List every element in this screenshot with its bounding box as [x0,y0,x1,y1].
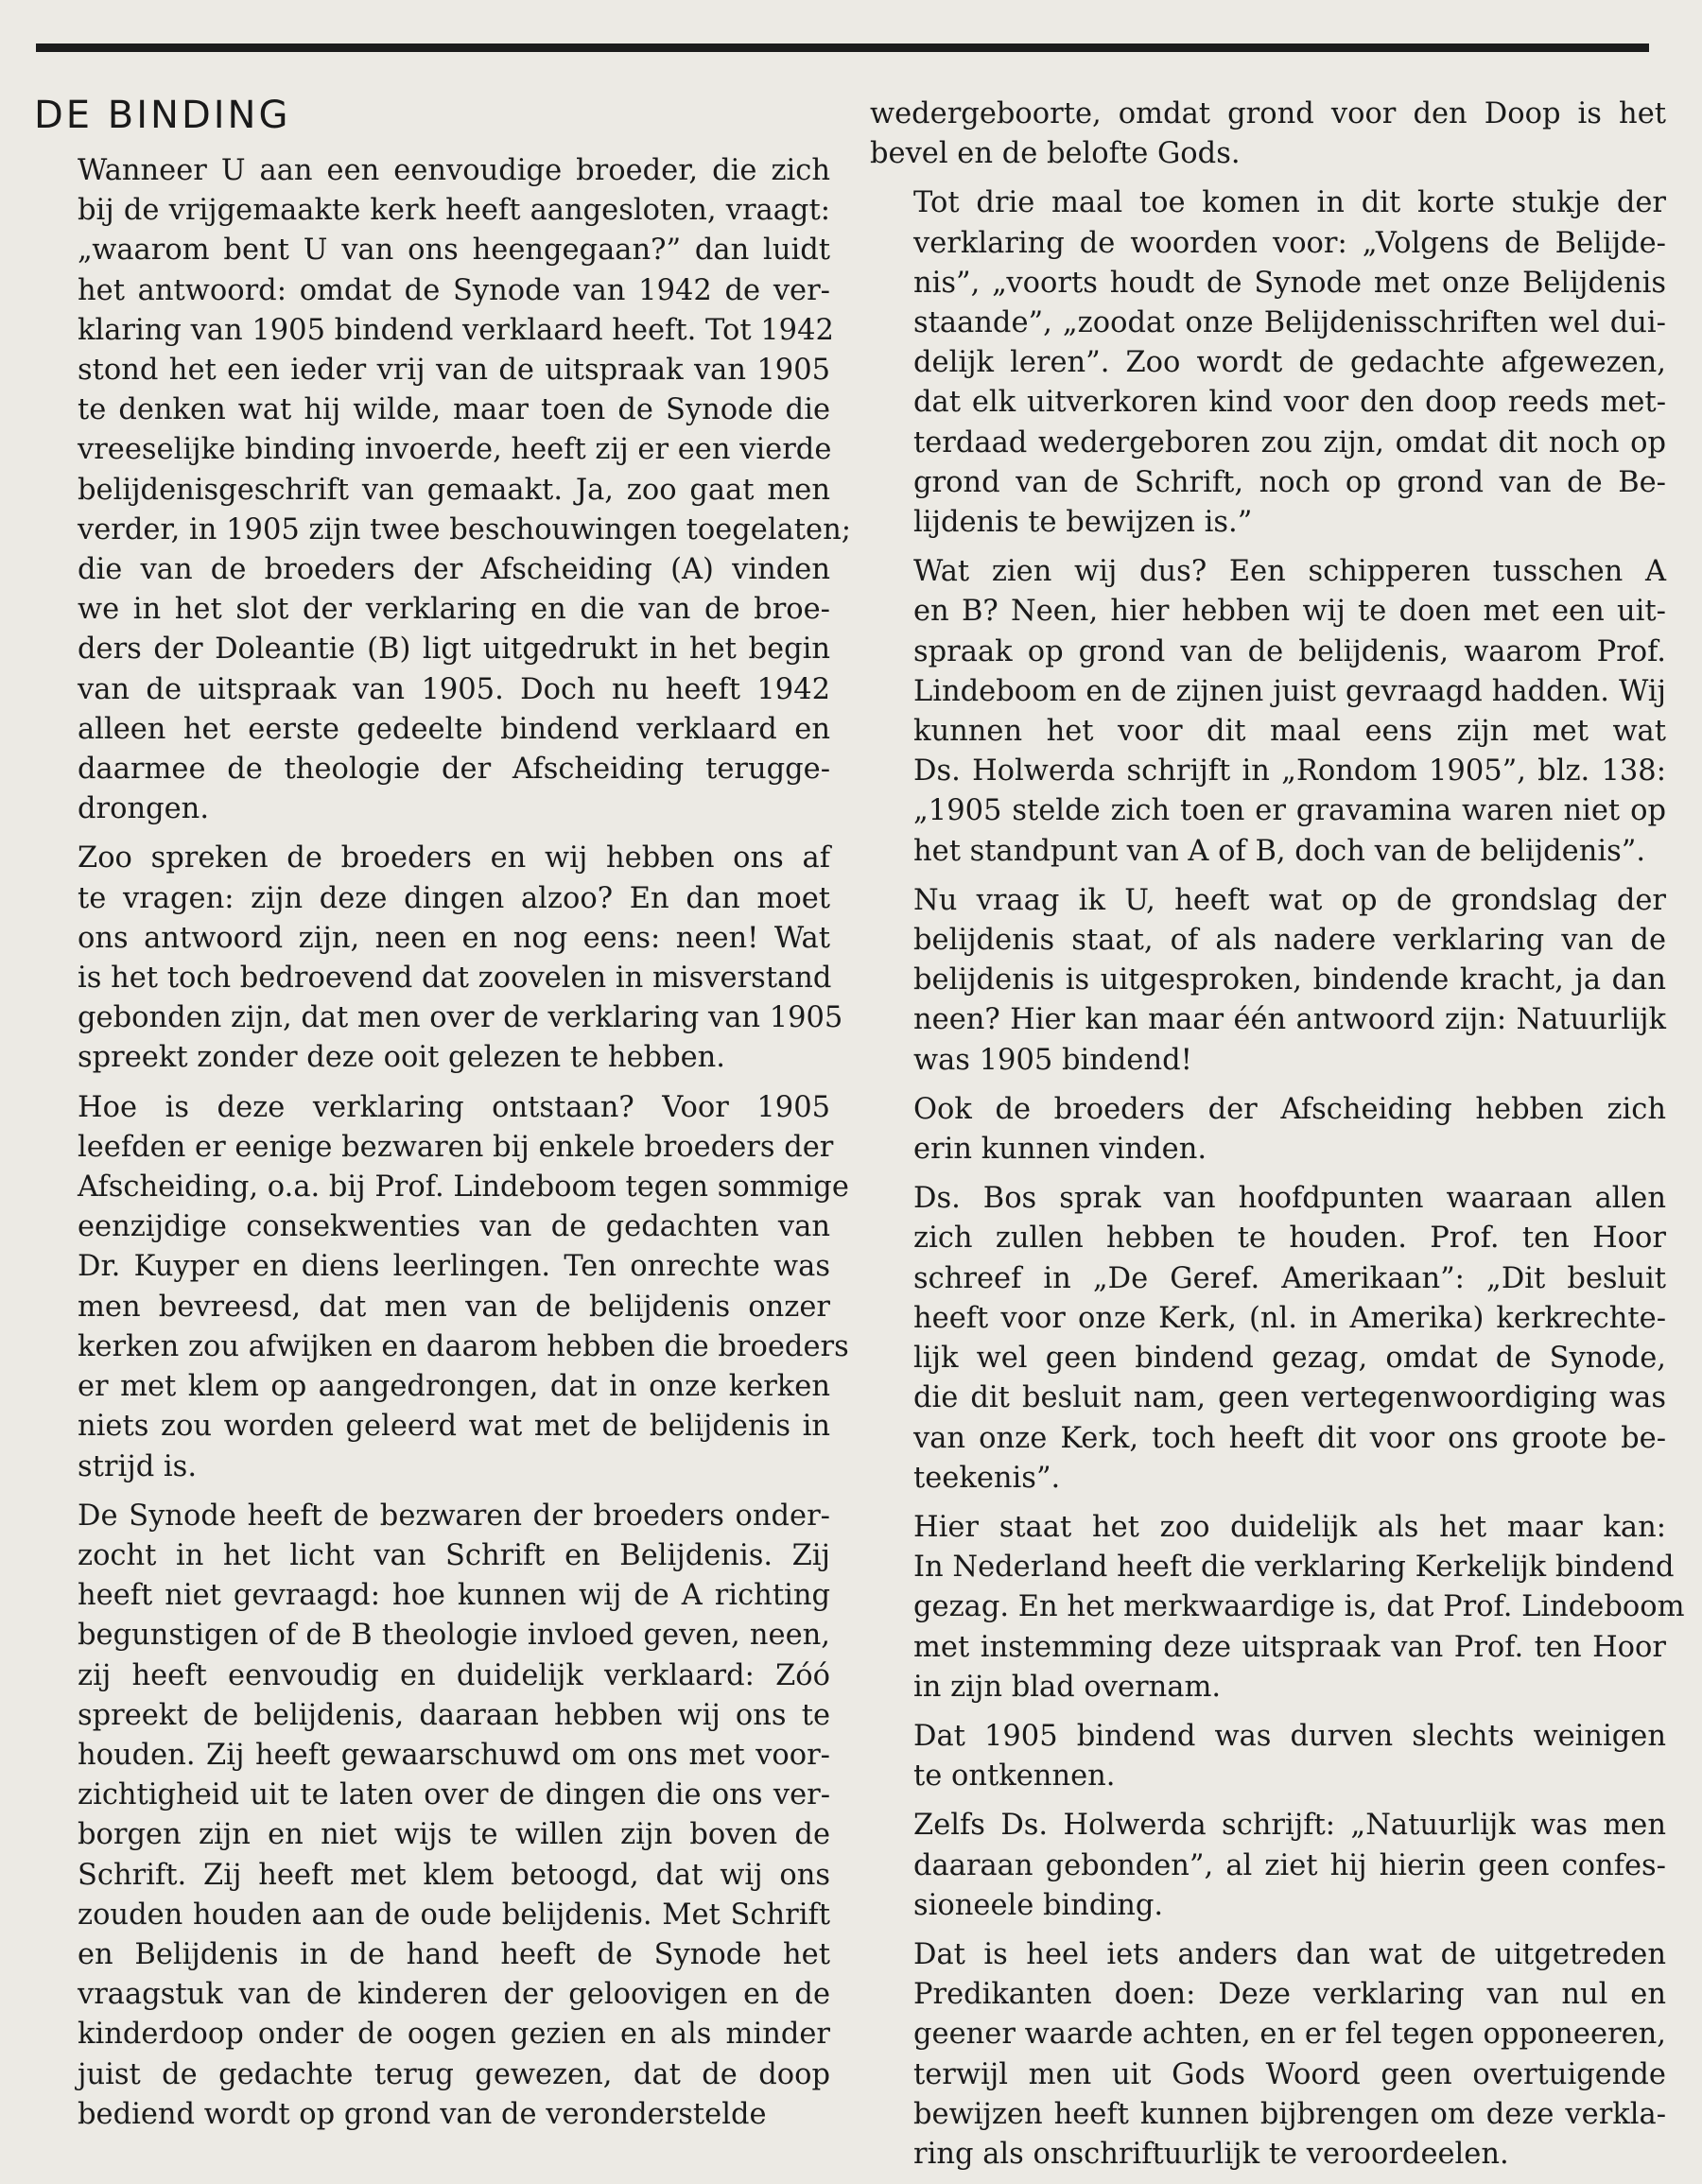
text-line: zich zullen hebben te houden. Prof. ten Hoor [913,1222,1666,1256]
text-line: niets zou worden geleerd wat met de belijdenis in [78,1410,830,1444]
text-line: In Nederland heeft die verklaring Kerkelijk bindend [913,1551,1675,1585]
text-line: en Belijdenis in de hand heeft de Synode het [78,1937,830,1971]
text-line: lijk wel geen bindend gezag, omdat de Synode, [913,1342,1666,1376]
right-column-body [870,95,1685,2175]
text-line: was 1905 bindend! [913,1043,1192,1077]
text-line: Dat is heel iets anders dan wat de uitgetreden [913,1937,1666,1971]
text-line: heeft niet gevraagd: hoe kunnen wij de A richting [78,1579,830,1613]
text-line: staande”, „zoodat onze Belijdenisschriften wel dui- [913,306,1666,340]
text-line: die dit besluit nam, geen vertegenwoordiging was [913,1381,1666,1415]
text-line: Afscheiding, o.a. bij Prof. Lindeboom tegen sommige [78,1170,849,1205]
text-line: terdaad wedergeboren zou zijn, omdat dit noch op [913,425,1666,459]
text-line: kinderdoop onder de oogen gezien en als minder [78,2018,830,2052]
text-line: Ook de broeders der Afscheiding hebben zich [913,1092,1666,1126]
text-line: geener waarde achten, en er fel tegen opponeeren, [913,2018,1666,2052]
text-line: klaring van 1905 bindend verklaard heeft. Tot 1942 [78,313,834,347]
text-line: Tot drie maal toe komen in dit korte stukje der [913,186,1666,220]
text-line: leefden er eenige bezwaren bij enkele broeders der [78,1130,834,1164]
text-line: ons antwoord zijn, neen en nog eens: neen! Wat [78,921,830,955]
text-line: spreekt de belijdenis, daaraan hebben wij ons te [78,1698,830,1732]
paragraph [34,151,852,829]
text-line: schreef in „De Geref. Amerikaan”: „Dit besluit [913,1261,1666,1295]
paragraph [870,1090,1666,1170]
text-line: bevel en de belofte Gods. [870,137,1241,171]
text-line: spreekt zonder deze ooit gelezen te hebben. [78,1041,725,1075]
left-column [34,85,852,2144]
paragraph [870,881,1666,1081]
paragraph [34,1497,830,2135]
paragraph [870,183,1666,543]
text-line: houden. Zij heeft gewaarschuwd om ons met voor- [78,1738,830,1772]
text-line: neen? Hier kan maar één antwoord zijn: Natuurlijk [913,1003,1666,1037]
text-line: is het toch bedroevend dat zoovelen in misverstand [78,962,832,996]
text-line: nis”, „voorts houdt de Synode met onze Belijdenis [913,266,1666,300]
text-line: er met klem op aangedrongen, dat in onze kerken [78,1370,830,1404]
text-line: belijdenis staat, of als nadere verklaring van de [913,924,1666,958]
text-line: te vragen: zijn deze dingen alzoo? En dan moet [78,881,830,915]
paragraph [870,95,1666,174]
top-rule [36,43,1649,52]
paragraph [870,1508,1685,1707]
paragraph [870,1806,1666,1926]
left-column-body [34,151,852,2135]
paragraph [870,1717,1666,1796]
right-column [870,95,1685,2184]
text-line: zouden houden aan de oude belijdenis. Met Schrift [78,1898,830,1932]
text-line: Ds. Holwerda schrijft in „Rondom 1905”, blz. 138: [913,754,1666,789]
text-line: eenzijdige consekwenties van de gedachten van [78,1210,830,1244]
text-line: het antwoord: omdat de Synode van 1942 de ver- [78,273,830,307]
text-line: begunstigen of de B theologie invloed geven, neen, [78,1619,830,1653]
text-line: en B? Neen, hier hebben wij te doen met een uit- [913,595,1666,629]
text-line: gezag. En het merkwaardige is, dat Prof. Lindeboom [913,1590,1685,1624]
text-line: Schrift. Zij heeft met klem betoogd, dat wij ons [78,1858,830,1892]
text-line: belijdenisgeschrift van gemaakt. Ja, zoo gaat men [78,473,830,507]
text-line: alleen het eerste gedeelte bindend verklaard en [78,712,830,746]
text-line: „waarom bent U van ons heengegaan?” dan luidt [78,234,830,268]
text-line: strijd is. [78,1449,198,1483]
text-line: dat elk uitverkoren kind voor den doop reeds met- [913,386,1666,420]
text-line: van onze Kerk, toch heeft dit voor ons groote be- [913,1421,1666,1455]
text-line: vraagstuk van de kinderen der geloovigen en de [78,1978,830,2012]
text-line: Zoo spreken de broeders en wij hebben ons af [78,841,830,875]
text-line: zocht in het licht van Schrift en Belijdenis. Zij [78,1538,830,1572]
text-line: bediend wordt op grond van de veronderstelde [78,2097,767,2131]
text-line: met instemming deze uitspraak van Prof. ten Hoor [913,1630,1666,1664]
text-line: Predikanten doen: Deze verklaring van nul en [913,1978,1666,2012]
text-line: zichtigheid uit te laten over de dingen die ons ver- [78,1778,830,1812]
text-line: lijdenis te bewijzen is.” [913,506,1253,540]
paragraph [870,1935,1666,2175]
text-line: verklaring de woorden voor: „Volgens de Belijde- [913,226,1666,260]
text-line: erin kunnen vinden. [913,1133,1207,1167]
text-line: kerken zou afwijken en daarom hebben die broeders [78,1329,849,1363]
paragraph [34,839,843,1078]
text-line: Hoe is deze verklaring ontstaan? Voor 1905 [78,1090,830,1124]
paragraph [870,1179,1666,1499]
text-line: juist de gedachte terug gewezen, dat de doop [78,2057,830,2091]
text-line: te ontkennen. [913,1759,1116,1794]
text-line: Wat zien wij dus? Een schipperen tusschen A [913,555,1666,589]
text-line: Ds. Bos sprak van hoofdpunten waaraan allen [913,1182,1666,1216]
text-line: te denken wat hij wilde, maar toen de Synode die [78,393,830,427]
paragraph [870,552,1666,872]
text-line: gebonden zijn, dat men over de verklaring van 1905 [78,1001,843,1035]
text-line: Wanneer U aan een eenvoudige broeder, die zich [78,154,830,187]
text-line: daaraan gebonden”, al ziet hij hierin geen confes- [913,1848,1666,1882]
text-line: kunnen het voor dit maal eens zijn met wat [913,715,1666,749]
text-line: bewijzen heeft kunnen bijbrengen om deze verkla- [913,2097,1666,2131]
text-line: Zelfs Ds. Holwerda schrijft: „Natuurlijk was men [913,1809,1666,1843]
text-line: teekenis”. [913,1461,1061,1495]
text-line: vreeselijke binding invoerde, heeft zij er een vierde [78,433,832,467]
text-line: Hier staat het zoo duidelijk als het maar kan: [913,1510,1666,1544]
text-line: spraak op grond van de belijdenis, waarom Prof. [913,634,1666,668]
text-line: wedergeboorte, omdat grond voor den Doop is het [870,97,1666,130]
text-line: grond van de Schrift, noch op grond van de Be- [913,465,1666,499]
text-line: die van de broeders der Afscheiding (A) vinden [78,553,830,587]
text-line: Lindeboom en de zijnen juist gevraagd hadden. Wij [913,674,1666,708]
text-line: heeft voor onze Kerk, (nl. in Amerika) kerkrechte- [913,1301,1666,1335]
text-line: ders der Doleantie (B) ligt uitgedrukt in het begin [78,633,830,667]
text-line: Dat 1905 bindend was durven slechts weinigen [913,1719,1666,1753]
text-line: zij heeft eenvoudig en duidelijk verklaard: Zóó [78,1658,830,1692]
text-line: belijdenis is uitgesproken, bindende kracht, ja dan [913,963,1666,997]
text-line: Nu vraag ik U, heeft wat op de grondslag der [913,883,1666,917]
text-line: men bevreesd, dat men van de belijdenis onzer [78,1290,830,1324]
text-line: sioneele binding. [913,1888,1164,1922]
article-heading: DE BINDING [34,94,291,137]
paragraph [34,1088,849,1487]
text-line: drongen. [78,792,210,826]
text-line: ring als onschriftuurlijk te veroordeelen. [913,2137,1509,2171]
text-line: verder, in 1905 zijn twee beschouwingen toegelaten; [78,512,852,546]
text-line: het standpunt van A of B, doch van de belijdenis”. [913,834,1646,868]
text-line: we in het slot der verklaring en die van de broe- [78,593,830,627]
text-line: „1905 stelde zich toen er gravamina waren niet op [913,794,1666,828]
text-line: terwijl men uit Gods Woord geen overtuigende [913,2057,1666,2091]
text-line: daarmee de theologie der Afscheiding terugge- [78,753,830,787]
text-line: De Synode heeft de bezwaren der broeders onder- [78,1499,830,1533]
text-line: bij de vrijgemaakte kerk heeft aangesloten, vraagt: [78,194,830,228]
text-line: in zijn blad overnam. [913,1670,1222,1704]
text-line: Dr. Kuyper en diens leerlingen. Ten onrechte was [78,1250,830,1284]
text-line: stond het een ieder vrij van de uitspraak van 1905 [78,354,830,388]
text-line: van de uitspraak van 1905. Doch nu heeft 1942 [78,672,830,706]
text-line: borgen zijn en niet wijs te willen zijn boven de [78,1818,830,1852]
text-line: delijk leren”. Zoo wordt de gedachte afgewezen, [913,346,1666,380]
